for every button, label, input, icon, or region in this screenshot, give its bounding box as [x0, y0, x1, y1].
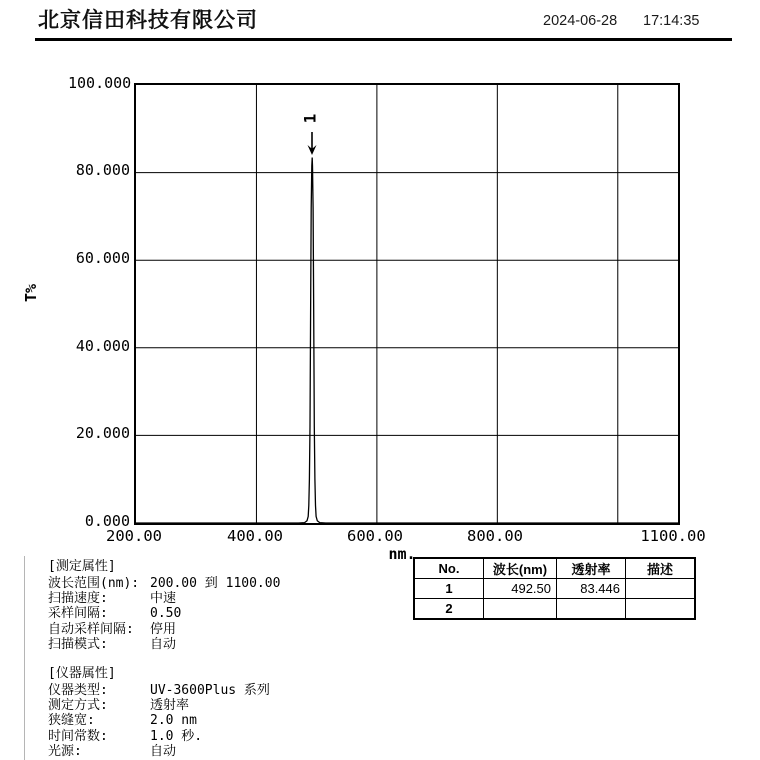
prop-label: 扫描速度:: [48, 591, 108, 607]
instrument-properties-block: [48, 666, 408, 759]
prop-label: 自动采样间隔:: [48, 621, 134, 637]
prop-row-wavelength-range: [48, 576, 408, 591]
prop-label: 波长范围(nm):: [48, 576, 140, 591]
peak-annotation-label: 1: [300, 113, 320, 124]
col-header-description: 描述: [626, 558, 696, 579]
y-tick-80: 80.000: [75, 161, 130, 179]
prop-row-slit-width: [48, 713, 408, 728]
x-tick-200: 200.00: [106, 527, 162, 545]
prop-label: 光源:: [48, 743, 82, 759]
col-header-transmittance: 透射率: [557, 558, 626, 579]
company-title: 北京信田科技有限公司: [38, 9, 258, 32]
x-tick-400: 400.00: [227, 527, 283, 545]
y-tick-100: 100.000: [68, 74, 132, 92]
report-date: 2024-06-28: [543, 13, 618, 29]
prop-row-measuring-mode: [48, 698, 408, 713]
page-border-left: [24, 556, 25, 760]
prop-label: 测定方式:: [48, 698, 108, 714]
peaks-table-header-row: [414, 558, 695, 579]
prop-value: 自动: [150, 636, 177, 652]
x-tick-1100: 1100.00: [640, 527, 706, 545]
prop-value: UV-3600Plus 系列: [150, 683, 270, 698]
col-header-wavelength: 波长(nm): [484, 558, 557, 579]
prop-value: 2.0 nm: [150, 713, 197, 729]
prop-row-sampling-interval: [48, 606, 408, 621]
y-tick-0: 0.000: [84, 512, 130, 530]
gridlines: [136, 85, 678, 523]
cell-transmittance: [557, 599, 626, 620]
col-header-no: No.: [414, 558, 484, 579]
instrument-properties-title: [仪器属性]: [48, 666, 116, 681]
y-tick-20: 20.000: [75, 424, 130, 442]
plot-area: [134, 83, 680, 525]
cell-wavelength: [484, 599, 557, 620]
measurement-properties-block: [48, 559, 408, 652]
prop-value: 透射率: [150, 698, 190, 714]
cell-description: [626, 599, 696, 620]
report-time: 17:14:35: [643, 13, 700, 29]
x-tick-800: 800.00: [467, 527, 523, 545]
prop-value: 0.50: [150, 606, 182, 622]
table-row: [414, 579, 695, 599]
prop-value: 停用: [150, 621, 177, 637]
peaks-table: [413, 557, 696, 620]
x-axis-title: nm.: [388, 545, 416, 563]
cell-wavelength: 492.50: [484, 579, 557, 599]
prop-label: 扫描模式:: [48, 636, 108, 652]
table-row: [414, 599, 695, 620]
header-divider: [35, 38, 732, 41]
prop-value: 200.00 到 1100.00: [150, 576, 281, 591]
x-tick-600: 600.00: [347, 527, 403, 545]
cell-no: 1: [414, 579, 484, 599]
y-tick-60: 60.000: [75, 249, 130, 267]
prop-label: 狭缝宽:: [48, 713, 95, 729]
prop-row-scan-speed: [48, 591, 408, 606]
cell-description: [626, 579, 696, 599]
transmittance-curve: [136, 158, 678, 524]
prop-value: 1.0 秒.: [150, 728, 203, 744]
spectrum-chart: [136, 85, 678, 523]
prop-row-scan-mode: [48, 637, 408, 652]
prop-row-instrument-type: [48, 683, 408, 698]
prop-row-time-constant: [48, 729, 408, 744]
peak-arrow-icon: [308, 132, 317, 155]
cell-no: 2: [414, 599, 484, 620]
prop-value: 中速: [150, 591, 177, 607]
prop-label: 采样间隔:: [48, 606, 108, 622]
prop-label: 时间常数:: [48, 728, 108, 744]
prop-label: 仪器类型:: [48, 683, 108, 698]
measurement-properties-title: [测定属性]: [48, 559, 116, 574]
cell-transmittance: 83.446: [557, 579, 626, 599]
prop-row-light-source: [48, 744, 408, 759]
y-tick-40: 40.000: [75, 337, 130, 355]
prop-value: 自动: [150, 743, 177, 759]
y-axis-title: T%: [22, 283, 40, 303]
prop-row-auto-sampling-interval: [48, 622, 408, 637]
